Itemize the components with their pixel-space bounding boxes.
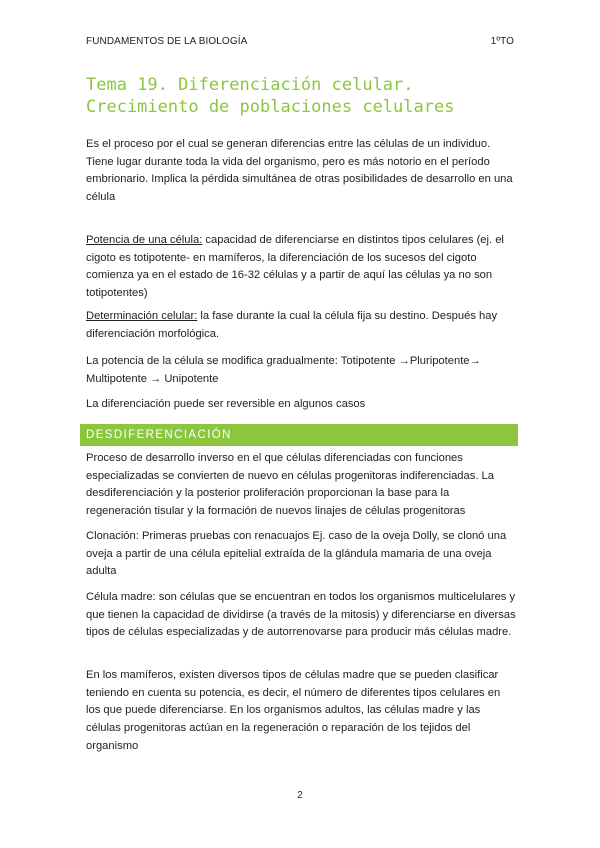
mamiferos-paragraph: En los mamíferos, existen diversos tipos de células madre que se pueden clasificar teniendo en cuenta su potencia, es decir, el número de diferentes tipos celulares en los que puede diferenciarse. En los organismos adultos, las células madre y las células progenitoras actúan en la regeneración o reparación de los tejidos del organismo [86, 669, 501, 752]
celula-madre-paragraph: Célula madre: son células que se encuentran en todos los organismos multicelulares y que tienen la capacidad de dividirse (a través de la mitosis) y diferenciarse en diversas tipos de células especializadas y de autorrenovarse para producir más células madre. [86, 591, 516, 639]
page-header [86, 36, 514, 47]
header-course: FUNDAMENTOS DE LA BIOLOGÍA [86, 36, 248, 47]
potencia-cambio-paragraph: La potencia de la célula se modifica gradualmente: Totipotente →Pluripotente→ Multipotente → Unipotente [86, 355, 481, 385]
reversible-paragraph: La diferenciación puede ser reversible en algunos casos [86, 398, 366, 410]
page-title: Tema 19. Diferenciación celular. Crecimiento de poblaciones celulares [86, 75, 455, 117]
potencia-paragraph [86, 232, 516, 303]
determinacion-paragraph [86, 308, 516, 343]
section-heading-desdiferenciacion: DESDIFERENCIACIÓN [80, 424, 518, 446]
potencia-term: Potencia de una célula: [86, 234, 203, 246]
page-number: 2 [297, 790, 303, 801]
desdiferenciacion-paragraph: Proceso de desarrollo inverso en el que células diferenciadas con funciones especializadas se convierten de nuevo en células progenitoras indiferenciadas. La desdiferenciación y la posterior proliferación proporcionan la base para la regeneración tisular y la formación de nuevos linajes de células progenitoras [86, 452, 494, 518]
header-level: 1ºTO [490, 36, 514, 47]
intro-paragraph: Es el proceso por el cual se generan diferencias entre las células de un individuo. Tiene lugar durante toda la vida del organismo, pero es más notorio en el período embrionario. Implica la pérdida simultánea de otras posibilidades de desarrollo en una célula [86, 138, 513, 204]
determinacion-text: la fase durante la cual la célula fija su destino. Después hay diferenciación morfológica. [86, 310, 498, 340]
potencia-text: capacidad de diferenciarse en distintos tipos celulares (ej. el cigoto es totipotente- en mamíferos, la diferenciación de los sucesos del cigoto comienza ya en el estado de 16-32 células y a partir de aquí las células ya no son totipotentes) [86, 234, 504, 300]
determinacion-term: Determinación celular: [86, 310, 198, 322]
clonacion-paragraph: Clonación: Primeras pruebas con renacuajos Ej. caso de la oveja Dolly, se clonó una oveja a partir de una célula epitelial extraída de la glándula mamaria de una oveja adulta [86, 530, 507, 578]
